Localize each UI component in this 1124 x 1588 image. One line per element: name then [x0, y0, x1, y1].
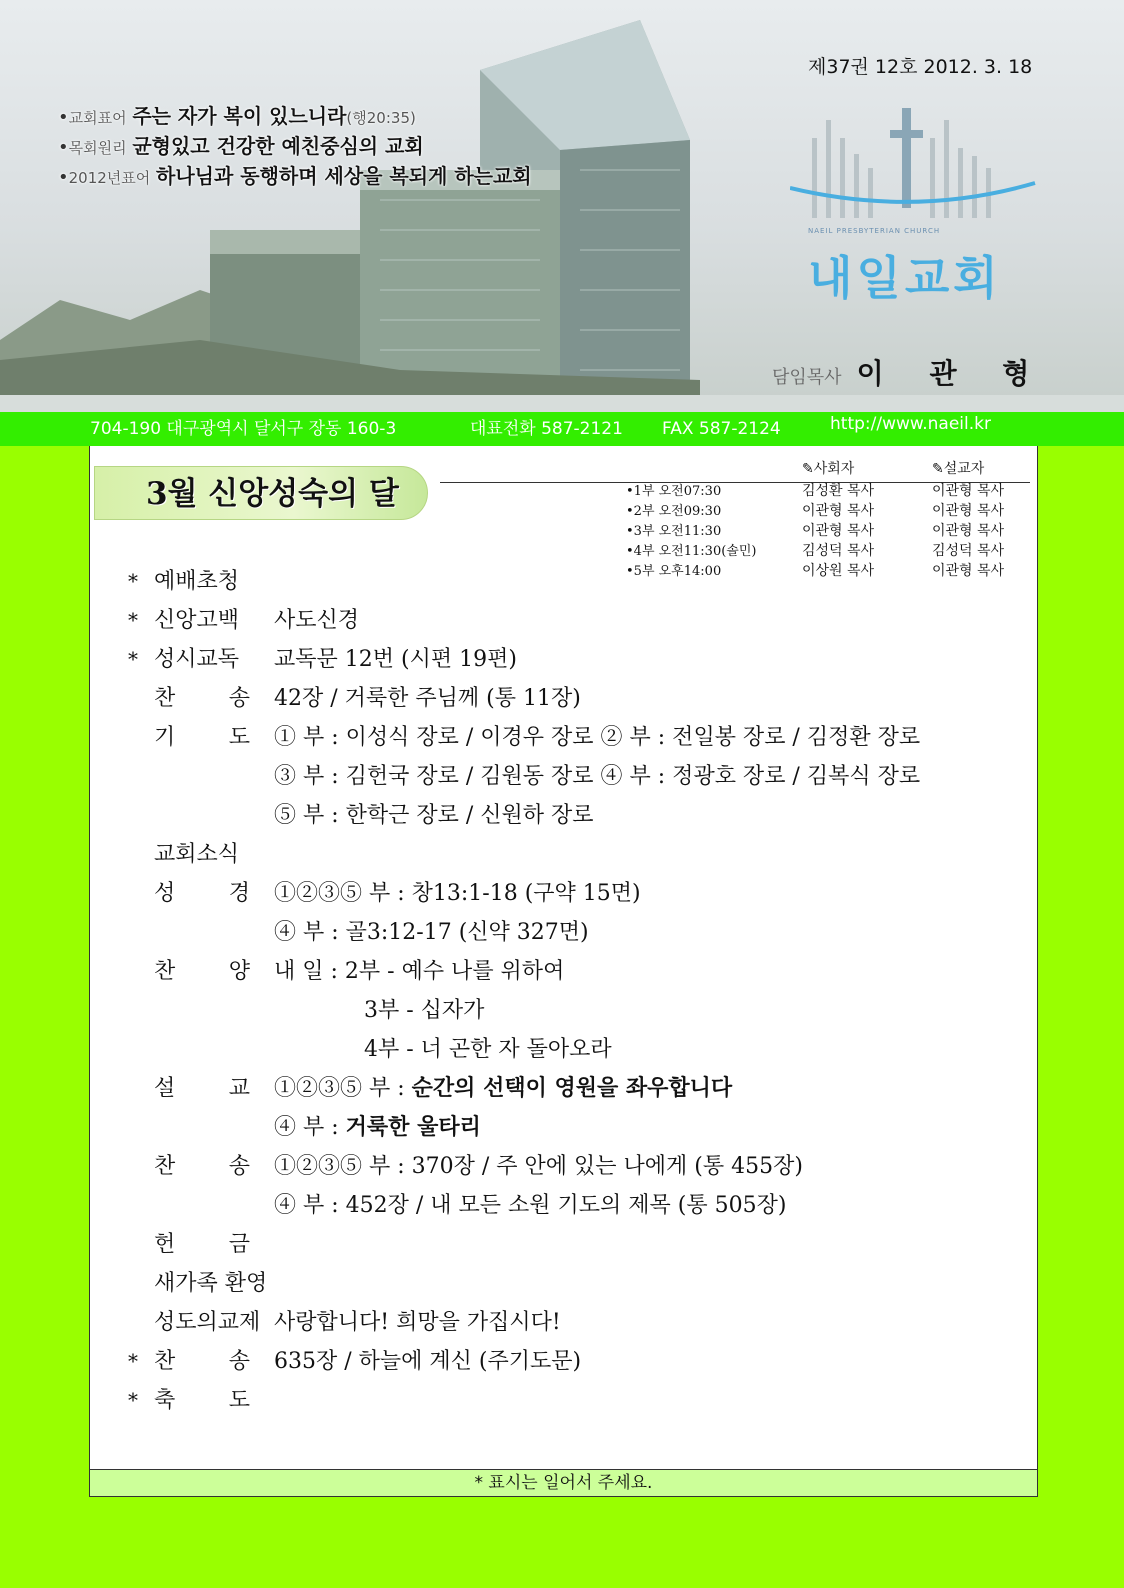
service-leader: 김성환 목사 [802, 483, 875, 499]
footer-note: * 표시는 일어서 주세요. [90, 1469, 1037, 1496]
pastor-info [772, 352, 1047, 392]
order-value: ④ 부 : 452장 / 내 모든 소원 기도의 제목 (통 505장) [274, 1193, 787, 1218]
header-banner [0, 0, 1124, 412]
stand-marker: * [128, 569, 138, 593]
order-value: ①②③⑤ 부 : 순간의 선택이 영원을 좌우합니다 [274, 1076, 733, 1101]
sermon-title: 순간의 선택이 영원을 좌우합니다 [411, 1076, 733, 1101]
motto-list [58, 100, 532, 190]
order-value: 교독문 12번 (시편 19편) [274, 647, 517, 672]
service-leader: 김성덕 목사 [802, 543, 875, 559]
order-item [128, 679, 1028, 718]
service-time: •1부 오전07:30 [626, 484, 722, 499]
sermon-title: 거룩한 울타리 [345, 1115, 481, 1140]
order-value: ④ 부 : 골3:12-17 (신약 327면) [274, 920, 589, 945]
stand-marker: * [128, 647, 138, 671]
month-title-banner [94, 462, 434, 522]
order-value: 사랑합니다! 희망을 가집시다! [274, 1310, 561, 1335]
leader-header: ✎사회자 [802, 461, 855, 477]
stand-marker: * [128, 1388, 138, 1412]
worship-order-list [128, 562, 1028, 1420]
order-value: 4부 - 너 곤한 자 돌아오라 [364, 1037, 612, 1062]
service-time: •3부 오전11:30 [626, 524, 722, 539]
order-item [128, 1225, 1028, 1264]
order-item [128, 874, 1028, 913]
address-bar [0, 412, 1124, 446]
service-time: •5부 오후14:00 [626, 564, 722, 579]
order-label: 기 도 [154, 725, 250, 750]
service-preacher: 이관형 목사 [932, 523, 1005, 539]
order-item [128, 952, 1028, 991]
issue-info: 제37권 12호 2012. 3. 18 [808, 56, 1033, 78]
order-item [128, 1342, 1028, 1381]
logo-subtitle: NAEIL PRESBYTERIAN CHURCH [808, 227, 941, 235]
order-label: 찬 송 [154, 686, 250, 711]
order-value: 3부 - 십자가 [364, 998, 485, 1023]
order-label: 축 도 [154, 1388, 250, 1413]
order-item [128, 1264, 1028, 1303]
order-label: 예배초청 [154, 569, 240, 594]
order-item [128, 562, 1028, 601]
order-item [128, 913, 1028, 952]
pastor-role: 담임목사 [772, 367, 842, 388]
service-leader: 이관형 목사 [802, 523, 875, 539]
order-item [128, 718, 1028, 757]
order-label: 찬 송 [154, 1349, 250, 1374]
service-leader: 이관형 목사 [802, 503, 875, 519]
order-value: 사도신경 [274, 608, 360, 633]
service-preacher: 이관형 목사 [932, 483, 1005, 499]
order-value: ① 부 : 이성식 장로 / 이경우 장로 ② 부 : 전일봉 장로 / 김정환 장로 [274, 725, 921, 750]
order-item [128, 1381, 1028, 1420]
stand-marker: * [128, 608, 138, 632]
order-item [128, 991, 1028, 1030]
motto-item: •목회원리 균형있고 건강한 예친중심의 교회 [58, 134, 424, 158]
order-label: 신앙고백 [154, 608, 240, 633]
motto-item: •교회표어 주는 자가 복이 있느니라(행20:35) [58, 104, 416, 128]
month-title: 3월 신앙성숙의 달 [146, 476, 399, 512]
service-preacher: 이관형 목사 [932, 563, 1005, 579]
order-value: 내 일 : 2부 - 예수 나를 위하여 [274, 959, 565, 984]
church-name: 내일교회 [808, 251, 1002, 305]
order-item [128, 1108, 1028, 1147]
service-leader: 이상원 목사 [802, 563, 875, 579]
order-value: ⑤ 부 : 한학근 장로 / 신원하 장로 [274, 803, 594, 828]
order-item [128, 601, 1028, 640]
order-item [128, 1186, 1028, 1225]
order-item [128, 835, 1028, 874]
order-value: 635장 / 하늘에 계신 (주기도문) [274, 1349, 582, 1374]
website-link[interactable]: http://www.naeil.kr [830, 414, 991, 434]
order-item [128, 757, 1028, 796]
order-label: 성도의교제 [154, 1310, 261, 1335]
worship-order-panel [89, 446, 1038, 1497]
service-preacher: 이관형 목사 [932, 503, 1005, 519]
order-value: ①②③⑤ 부 : 창13:1-18 (구약 15면) [274, 881, 641, 906]
order-label: 새가족 환영 [154, 1271, 268, 1296]
order-value: ③ 부 : 김헌국 장로 / 김원동 장로 ④ 부 : 정광호 장로 / 김복식 장로 [274, 764, 921, 789]
phone-text: 대표전화 587-2121 [470, 419, 623, 439]
service-time: •4부 오전11:30(솔민) [626, 544, 757, 559]
order-label: 찬 양 [154, 959, 250, 984]
stand-marker: * [128, 1349, 138, 1373]
order-label: 성시교독 [154, 647, 240, 672]
motto-item: •2012년표어 하나님과 동행하며 세상을 복되게 하는교회 [58, 164, 532, 188]
order-label: 성 경 [154, 881, 250, 906]
order-item [128, 1303, 1028, 1342]
order-item [128, 1069, 1028, 1108]
service-preacher: 김성덕 목사 [932, 543, 1005, 559]
order-value: 42장 / 거룩한 주님께 (통 11장) [274, 686, 581, 711]
service-time: •2부 오전09:30 [626, 504, 722, 519]
order-item [128, 640, 1028, 679]
order-item [128, 1030, 1028, 1069]
preacher-header: ✎설교자 [932, 461, 985, 477]
order-item [128, 796, 1028, 835]
address-text: 704-190 대구광역시 달서구 장동 160-3 [90, 419, 397, 439]
order-value: ④ 부 : 거룩한 울타리 [274, 1115, 481, 1140]
pastor-name: 이 관 형 [856, 357, 1048, 390]
order-label: 교회소식 [154, 842, 240, 867]
fax-text: FAX 587-2124 [662, 419, 781, 439]
order-value: ①②③⑤ 부 : 370장 / 주 안에 있는 나에게 (통 455장) [274, 1154, 803, 1179]
order-label: 찬 송 [154, 1154, 250, 1179]
order-item [128, 1147, 1028, 1186]
order-label: 헌 금 [154, 1232, 250, 1257]
order-label: 설 교 [154, 1076, 250, 1101]
